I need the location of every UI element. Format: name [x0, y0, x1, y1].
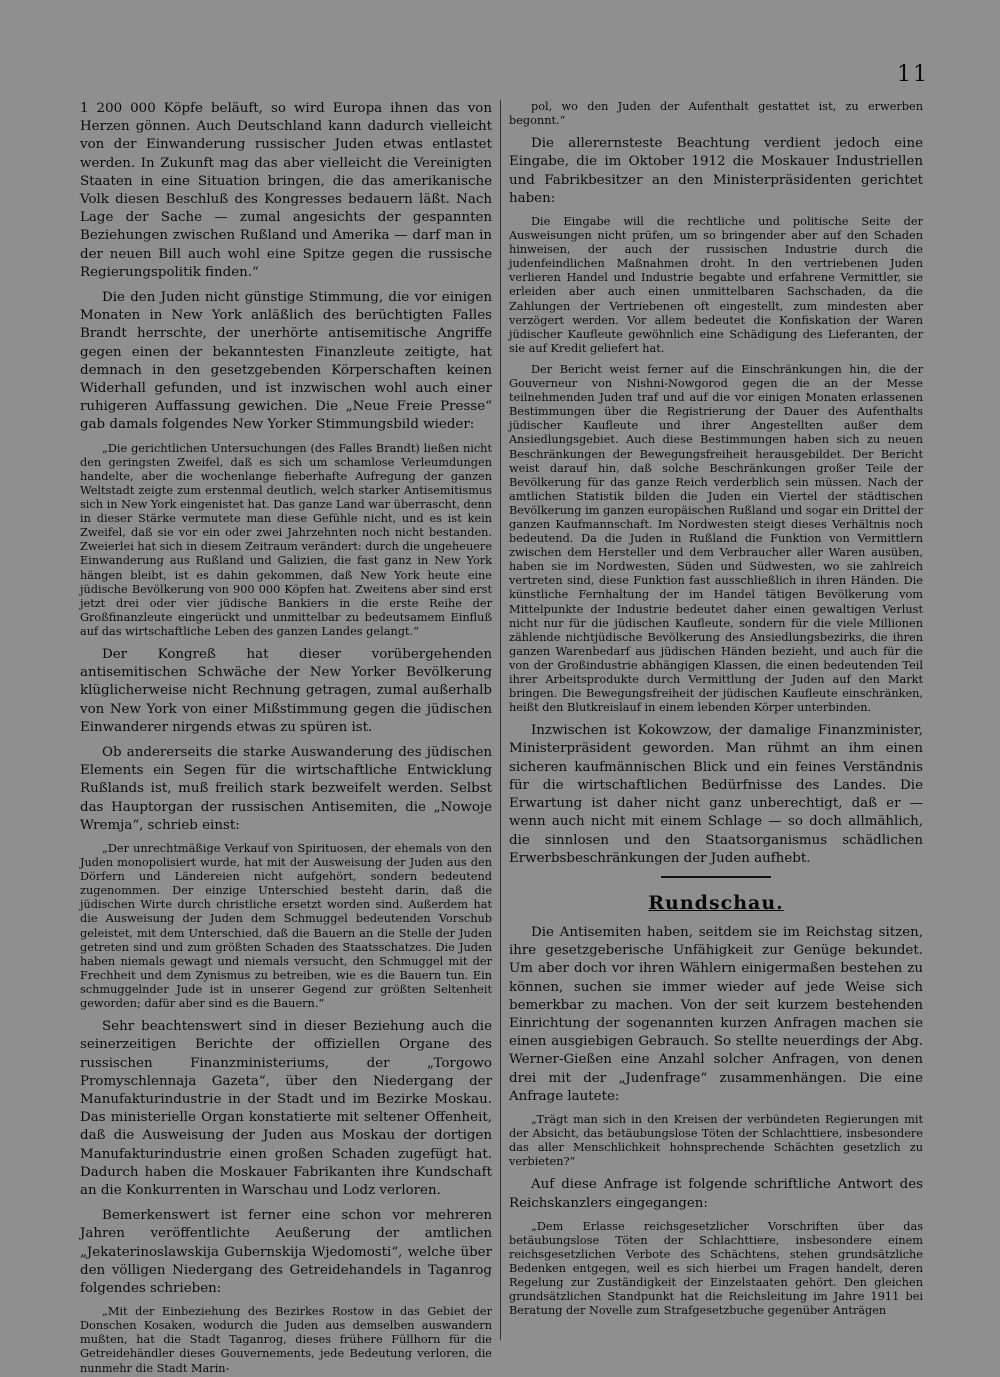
body-paragraph: Die den Juden nicht günstige Stimmung, die vor einigen Monaten in New York anläßlich des berüchtigten Falles Brandt herrschte, der unerhörte antisemitische Angriffe gegen einen der bekanntesten Finanzleute zeitigte, hat demnach in den gesetzgebenden Körperschaften keinen Widerhall gefunden, und ist inzwischen wohl auch einer ruhigeren Auffassung gewichen. Die „Neue Freie Presse“ gab damals folgendes New Yorker Stimmungsbild wieder:: [80, 290, 492, 433]
body-paragraph: Auf diese Anfrage ist folgende schriftliche Antwort des Reichskanzlers eingegangen:: [509, 1177, 923, 1211]
page-number: 11: [897, 62, 929, 87]
body-paragraph: Ob andererseits die starke Auswanderung des jüdischen Elements ein Segen für die wirtschaftliche Entwicklung Rußlands ist, muß freilich stark bezweifelt werden. Selbst das Hauptorgan der russischen Antisemiten, die „Nowoje Wremja“, schrieb einst:: [80, 744, 492, 833]
section-heading: Rundschau.: [648, 891, 784, 914]
left-column: [80, 100, 492, 1375]
section-rule: [661, 876, 771, 878]
body-paragraph: Bemerkenswert ist ferner eine schon vor mehreren Jahren veröffentlichte Aeußerung der amtlichen „Jekaterinoslawskija Gubernskija Wjedomosti“, welche über den völligen Niedergang des Getreidehandels in Taganrog folgendes schrieben:: [80, 1208, 492, 1296]
quotation-paragraph: „Mit der Einbeziehung des Bezirkes Rostow in das Gebiet der Donschen Kosaken, wodurch die Juden aus demselben auswandern mußten, hat die Stadt Taganrog, dieses frühere Füllhorn für die Getreidehändler dieses Gouvernements, jede Bedeutung verloren, die nunmehr die Stadt Marin-: [80, 1305, 492, 1375]
body-paragraph: Die Antisemiten haben, seitdem sie im Reichstag sitzen, ihre gesetzgeberische Unfähigkeit zur Genüge bekundet. Um aber doch vor ihren Wählern einigermaßen bestehen zu können, suchen sie immer wieder auf jede Weise sich bemerkbar zu machen. Von der seit kurzem bestehenden Einrichtung der sogenannten kurzen Anfragen machen sie einen ausgiebigen Gebrauch. So stellte neuerdings der Abg. Werner-Gießen eine Anzahl solcher Anfragen, von denen drei mit der „Judenfrage“ zusammenhängen. Die eine Anfrage lautete:: [509, 924, 923, 1104]
quotation-paragraph: Die Eingabe will die rechtliche und politische Seite der Ausweisungen nicht prüfen, um so bringender aber auf den Schaden hinweisen, der auch der russischen Industrie durch die judenfeindlichen Maßnahmen droht. In den vertriebenen Juden verlieren Handel und Industrie begabte und erfahrene Vermittler, sie erleiden aber auch einen unmittelbaren Sachschaden, da die Zahlungen der Vertriebenen oft eingestellt, zum mindesten aber verzögert werden. Vor allem bedeutet die Konfiskation der Waren jüdischer Kaufleute gewöhnlich eine Schädigung des Lieferanten, der sie auf Kredit geliefert hat.: [509, 215, 923, 355]
right-column-bottom: [509, 924, 923, 1318]
quotation-paragraph: „Trägt man sich in den Kreisen der verbündeten Regierungen mit der Absicht, das betäubungslose Töten der Schlachttiere, insbesondere das aller Menschlichkeit hohnsprechende Schächten gesetzlich zu verbieten?“: [509, 1112, 923, 1169]
right-column-top: [509, 100, 923, 868]
body-paragraph: Inzwischen ist Kokowzow, der damalige Finanzminister, Ministerpräsident geworden. Man rühmt an ihm einen sicheren kaufmännischen Blick und ein feines Verständnis für die wirtschaftlichen Bedürfnisse des Landes. Die Erwartung ist daher nicht ganz unberechtigt, daß er — wenn auch nicht mit einem Schlage — so doch allmählich, die sinnlosen und den Staatsorganismus schädlichen Erwerbsbeschränkungen der Juden aufhebt.: [509, 723, 923, 866]
body-paragraph: Die allerernsteste Beachtung verdient jedoch eine Eingabe, die im Oktober 1912 die Moskauer Industriellen und Fabrikbesitzer an den Ministerpräsidenten gerichtet haben:: [509, 136, 923, 206]
body-paragraph: 1 200 000 Köpfe beläuft, so wird Europa ihnen das von Herzen gönnen. Auch Deutschland kann dadurch vielleicht von der Einwanderung russischer Juden etwas entlastet werden. In Zukunft mag das aber vielleicht die Vereinigten Staaten in eine Situation bringen, die das amerikanische Volk diesen Beschluß des Kongresses bedauern läßt. Nach Lage der Sache — zumal angesichts der gespannten Beziehungen zwischen Rußland und Amerika — darf man in der neuen Bill auch wohl eine Spitze gegen die russische Regierungspolitik finden.“: [80, 101, 492, 280]
body-paragraph: Der Kongreß hat dieser vorübergehenden antisemitischen Schwäche der New Yorker Bevölkerung klüglicherweise nicht Rechnung getragen, zumal außerhalb von New York von einer Mißstimmung gegen die jüdischen Einwanderer nirgends etwas zu spüren ist.: [80, 646, 492, 735]
quotation-paragraph: „Dem Erlasse reichsgesetzlicher Vorschriften über das betäubungslose Töten der Schlachttiere, insbesondere einem reichsgesetzlichen Verbote des Schächtens, stehen grundsätzliche Bedenken entgegen, weil es sich hierbei um Fragen handelt, deren Regelung zur Zuständigkeit der Einzelstaaten gehört. Den gleichen grundsätzlichen Standpunkt hat die Reichsleitung im Jahre 1911 bei Beratung der Novelle zum Strafgesetzbuche gegenüber Anträgen: [509, 1219, 923, 1318]
quotation-paragraph: pol, wo den Juden der Aufenthalt gestattet ist, zu erwerben begonnt.“: [509, 100, 923, 128]
column-divider: [500, 100, 501, 1340]
quotation-paragraph: „Die gerichtlichen Untersuchungen (des Falles Brandt) ließen nicht den geringsten Zweifel, daß es sich um schamlose Verleumdungen handelte, aber die wochenlange fieberhafte Aufregung der ganzen Weltstadt zeigte zum erstenmal deutlich, welch starker Antisemitismus sich in New York eingenistet hat. Das ganze Land war überrascht, denn in dieser Stärke vermutete man diese Gefühle nicht, und es ist kein Zweifel, daß sie vor ein oder zwei Jahrzehnten noch nicht bestanden. Zweierlei hat sich in diesem Zeitraum verändert: durch die ungeheuere Einwanderung aus Rußland und Galizien, die fast ganz in New York hängen bleibt, ist es dahin gekommen, daß New York heute eine jüdische Bevölkerung von 900 000 Köpfen hat. Zweitens aber sind erst jetzt drei oder vier jüdische Bankiers in die erste Reihe der Großfinanzleute eingerückt und unmittelbar zu bedeutsamem Einfluß auf das wirtschaftliche Leben des ganzen Landes gelangt.“: [80, 441, 492, 638]
quotation-paragraph: Der Bericht weist ferner auf die Einschränkungen hin, die der Gouverneur von Nishni-Nowgorod gegen die an der Messe teilnehmenden Juden traf und auf die vor einigen Monaten erlassenen Bestimmungen über die Registrierung der Dauer des Aufenthalts jüdischer Kaufleute und ihrer Angestellten außer dem Ansiedlungsgebiet. Auch diese Bestimmungen haben sich zu neuen Beschränkungen der Bewegungsfreiheit herausgebildet. Der Bericht weist darauf hin, daß solche Beschränkungen großer Teile der Bevölkerung für das ganze Reich verderblich sein müssen. Nach der amtlichen Statistik bilden die Juden ein Viertel der städtischen Bevölkerung im ganzen europäischen Rußland und sogar ein Drittel der ganzen Kaufmannschaft. Im Nordwesten steigt dieses Verhältnis noch bedeutend. Da die Juden in Rußland die Funktion von Vermittlern zwischen dem Hersteller und dem Verbraucher aller Waren ausüben, haben sie im Nordwesten, Süden und Südwesten, wo sie zahlreich vertreten sind, diese Funktion fast ausschließlich in ihren Händen. Die künstliche Fernhaltung der im Handel tätigen Bevölkerung vom Mittelpunkte der Industrie bedeutet daher einen gewaltigen Verlust nicht nur für die jüdischen Kaufleute, sondern für die viele Millionen zählende nichtjüdische Bevölkerung des Ansiedlungsbezirks, die ihren ganzen Warenbedarf aus jüdischen Händen bezieht, und auch für die von der Großindustrie abhängigen Klassen, die einen bedeutenden Teil ihrer Arbeitsprodukte durch Vermittlung der Juden auf den Markt bringen. Die Bewegungsfreiheit der jüdischen Kaufleute einschränken, heißt den Blutkreislauf in einem lebenden Körper unterbinden.: [509, 362, 923, 715]
body-paragraph: Sehr beachtenswert sind in dieser Beziehung auch die seinerzeitigen Berichte der offiziellen Organe des russischen Finanzministeriums, der „Torgowo Promyschlennaja Gazeta“, über den Niedergang der Manufakturindustrie in der Stadt und im Bezirke Moskau. Das ministerielle Organ konstatierte mit seltener Offenheit, daß die Ausweisung der Juden aus Moskau der dortigen Manufakturindustrie einen großen Schaden zugefügt hat. Dadurch haben die Moskauer Fabrikanten ihre Kundschaft an die Konkurrenten in Warschau und Lodz verloren.: [80, 1019, 492, 1198]
right-column: [509, 100, 923, 1345]
quotation-paragraph: „Der unrechtmäßige Verkauf von Spirituosen, der ehemals von den Juden monopolisiert wurde, hat mit der Ausweisung der Juden aus den Dörfern und Ländereien nicht aufgehört, sondern bedeutend zugenommen. Der einzige Unterschied besteht darin, daß die jüdischen Wirte durch christliche ersetzt worden sind. Außerdem hat die Ausweisung der Juden dem Schmuggel bedeutenden Vorschub geleistet, mit dem Unterschied, daß die Bauern an die Stelle der Juden getreten sind und zum größten Schaden des Staatsschatzes. Die Juden haben niemals gewagt und niemals versucht, den Schmuggel mit der Frechheit und dem Zynismus zu betreiben, wie es die Bauern tun. Ein schmuggelnder Jude ist in unserer Gegend zur größten Seltenheit geworden; dafür aber sind es die Bauern.“: [80, 842, 492, 1011]
